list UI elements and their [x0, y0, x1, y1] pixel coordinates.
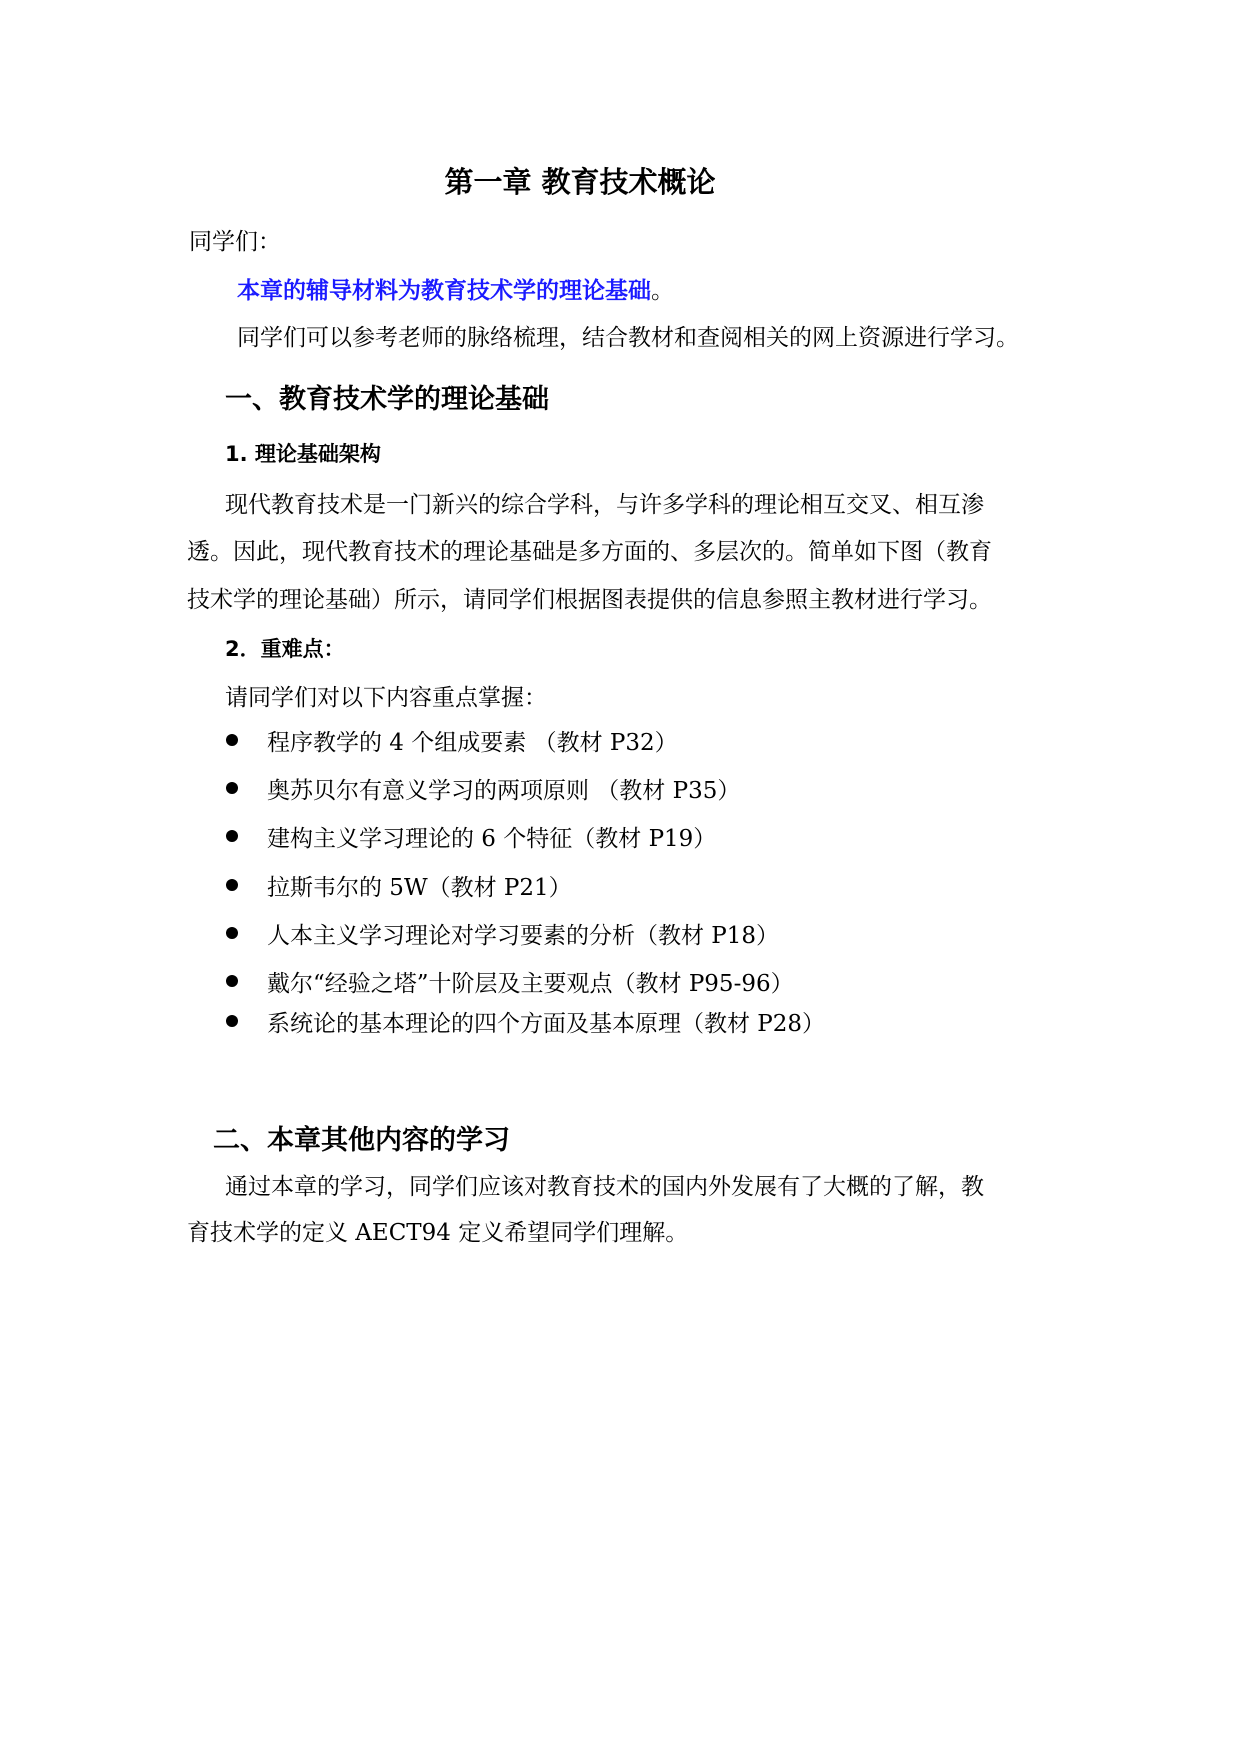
subsection1-heading: 1. 理论基础架构 [225, 442, 381, 466]
bullet-dot-icon [226, 830, 238, 842]
para2-line-1: 通过本章的学习，同学们应该对教育技术的国内外发展有了大概的了解，教 [225, 1174, 984, 1200]
keypoints-intro: 请同学们对以下内容重点掌握： [225, 685, 547, 711]
section2-heading: 二、本章其他内容的学习 [213, 1125, 510, 1156]
para1-line-1: 现代教育技术是一门新兴的综合学科，与许多学科的理论相互交叉、相互渗 [225, 492, 984, 518]
list-item: 拉斯韦尔的 5W（教材 P21） [267, 875, 572, 901]
intro-highlight: 本章的辅导材料为教育技术学的理论基础 [237, 278, 651, 304]
bullet-dot-icon [226, 927, 238, 939]
subsection2-heading: 2．重难点： [225, 637, 345, 661]
list-item: 程序教学的 4 个组成要素 （教材 P32） [267, 730, 678, 756]
para1-line-2: 透。因此，现代教育技术的理论基础是多方面的、多层次的。简单如下图（教育 [187, 539, 992, 565]
bullet-dot-icon [226, 879, 238, 891]
intro-line-1 [237, 277, 674, 307]
bullet-dot-icon [226, 975, 238, 987]
list-item: 建构主义学习理论的 6 个特征（教材 P19） [267, 826, 717, 852]
list-item: 系统论的基本理论的四个方面及基本原理（教材 P28） [267, 1011, 826, 1037]
intro-line-2: 同学们可以参考老师的脉络梳理，结合教材和查阅相关的网上资源进行学习。 [237, 325, 1019, 351]
bullet-dot-icon [226, 734, 238, 746]
bullet-dot-icon [226, 782, 238, 794]
greeting: 同学们： [189, 229, 281, 255]
para2-line-2: 育技术学的定义 AECT94 定义希望同学们理解。 [187, 1220, 689, 1246]
intro-period: 。 [651, 278, 674, 304]
list-item: 奥苏贝尔有意义学习的两项原则 （教材 P35） [267, 778, 741, 804]
para1-line-3: 技术学的理论基础）所示，请同学们根据图表提供的信息参照主教材进行学习。 [187, 587, 992, 613]
page-title: 第一章 教育技术概论 [444, 165, 716, 199]
section1-heading: 一、教育技术学的理论基础 [225, 384, 549, 415]
bullet-dot-icon [226, 1015, 238, 1027]
list-item: 戴尔“经验之塔”十阶层及主要观点（教材 P95-96） [267, 971, 794, 997]
list-item: 人本主义学习理论对学习要素的分析（教材 P18） [267, 923, 780, 949]
